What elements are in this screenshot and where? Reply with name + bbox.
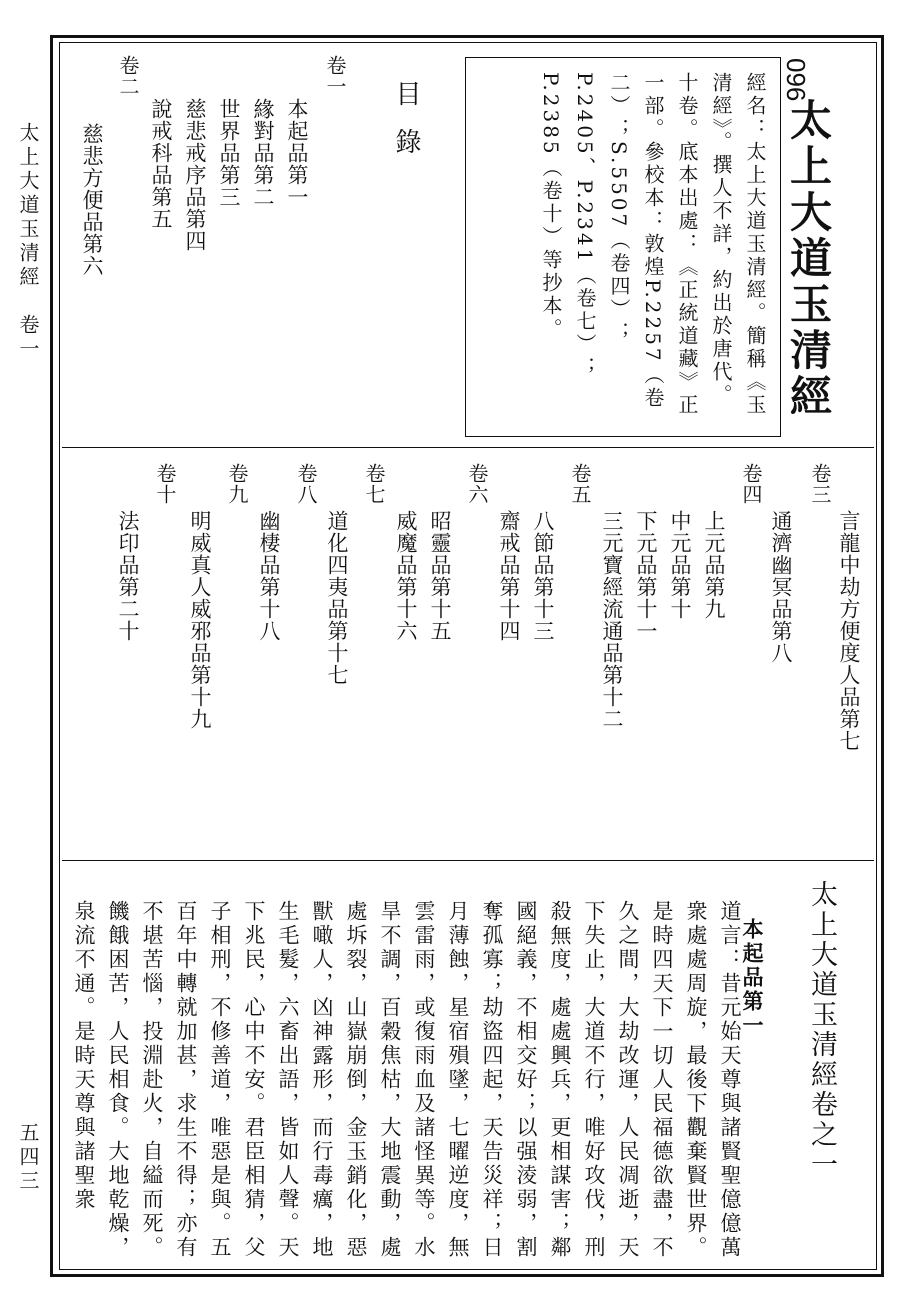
toc-item: 八節品第十三 bbox=[531, 510, 555, 642]
toc-item: 世界品第三 bbox=[217, 98, 241, 208]
section-divider-2 bbox=[62, 860, 874, 861]
toc-item: 說戒科品第五 bbox=[149, 98, 173, 230]
toc-item: 三元寶經流通品第十二 bbox=[600, 510, 624, 730]
volume-label: 卷二 bbox=[116, 55, 140, 97]
volume-label: 卷九 bbox=[225, 463, 249, 505]
volume-label: 卷六 bbox=[465, 463, 489, 505]
toc-item: 幽棲品第十八 bbox=[257, 510, 281, 642]
toc-item: 道化四夷品第十七 bbox=[325, 510, 349, 686]
toc-item: 緣對品第二 bbox=[251, 98, 275, 208]
scripture-number: 096 bbox=[781, 58, 811, 102]
volume-label: 卷八 bbox=[294, 463, 318, 505]
toc-item: 法印品第二十 bbox=[116, 510, 140, 642]
toc-item: 齋戒品第十四 bbox=[497, 510, 521, 642]
note-text: 經名：太上大道玉清經。簡稱《玉清經》。撰人不詳，約出於唐代。十卷。底本出處：《正統道藏》正一部。參校本：敦煌P.2257（卷二）；S.5507（卷四）；P.2405、P.2341（卷七）；P.2385（卷十）等抄本。 bbox=[539, 72, 767, 417]
volume-label: 卷七 bbox=[362, 463, 386, 505]
toc-heading: 目錄 bbox=[391, 80, 421, 176]
page-number: 五四三 bbox=[16, 1122, 40, 1194]
toc-item: 言龍中劫方便度人品第七 bbox=[837, 510, 861, 752]
toc-item: 通濟幽冥品第八 bbox=[769, 510, 793, 664]
volume-label: 卷一 bbox=[323, 55, 347, 97]
main-text: 道言：昔元始天尊與諸賢聖億億萬衆處處周旋，最後下觀棄賢世界。是時四天下一切人民福德欲盡，不久之間，大劫改運，人民凋逝，天下失止，大道不行，唯好攻伐，刑殺無度，處處興兵，更相謀害；鄰國絕義，不相交好；以强淩弱，割奪孤寡；劫盜四起，天告災祥；日月薄蝕，星宿殞墜，七曜逆度，無雲雷雨，或復雨血及諸怪異等。水旱不調，百穀焦枯，大地震動，處處坼裂，山嶽崩倒，金玉銷化，惡獸噉人，凶神露形，而行毒癘，地生毛髮，六畜出語，皆如人聲。天下兆民，心中不安。君臣相猜，父子相刑，不修善道，唯惡是與。五百年中轉就加甚，求生不得；亦有不堪苦惱，投淵赴火，自縊而死。饑餓困苦，人民相食。大地乾燥，泉流不通。是時天尊與諸聖衆 bbox=[72, 900, 742, 1260]
volume-label: 卷五 bbox=[568, 463, 592, 505]
toc-item: 昭靈品第十五 bbox=[428, 510, 452, 642]
toc-item: 威魔品第十六 bbox=[394, 510, 418, 642]
running-title: 太上大道玉清經 卷一 bbox=[16, 122, 40, 362]
toc-item: 上元品第九 bbox=[702, 510, 726, 620]
toc-item: 本起品第一 bbox=[285, 98, 309, 208]
toc-item: 中元品第十 bbox=[668, 510, 692, 620]
toc-item: 慈悲方便品第六 bbox=[80, 123, 104, 277]
toc-item: 慈悲戒序品第四 bbox=[183, 98, 207, 252]
toc-item: 明威真人威邪品第十九 bbox=[188, 510, 212, 730]
toc-item: 下元品第十一 bbox=[634, 510, 658, 642]
volume-title: 太上大道玉清經卷之一 bbox=[806, 880, 837, 1180]
volume-label: 卷四 bbox=[739, 463, 763, 505]
section-divider-1 bbox=[62, 447, 874, 448]
volume-label: 卷十 bbox=[153, 463, 177, 505]
scripture-title: 太上大道玉清經 bbox=[784, 98, 833, 420]
volume-label: 卷三 bbox=[808, 463, 832, 505]
chapter-title: 本起品第一 bbox=[740, 918, 765, 1038]
